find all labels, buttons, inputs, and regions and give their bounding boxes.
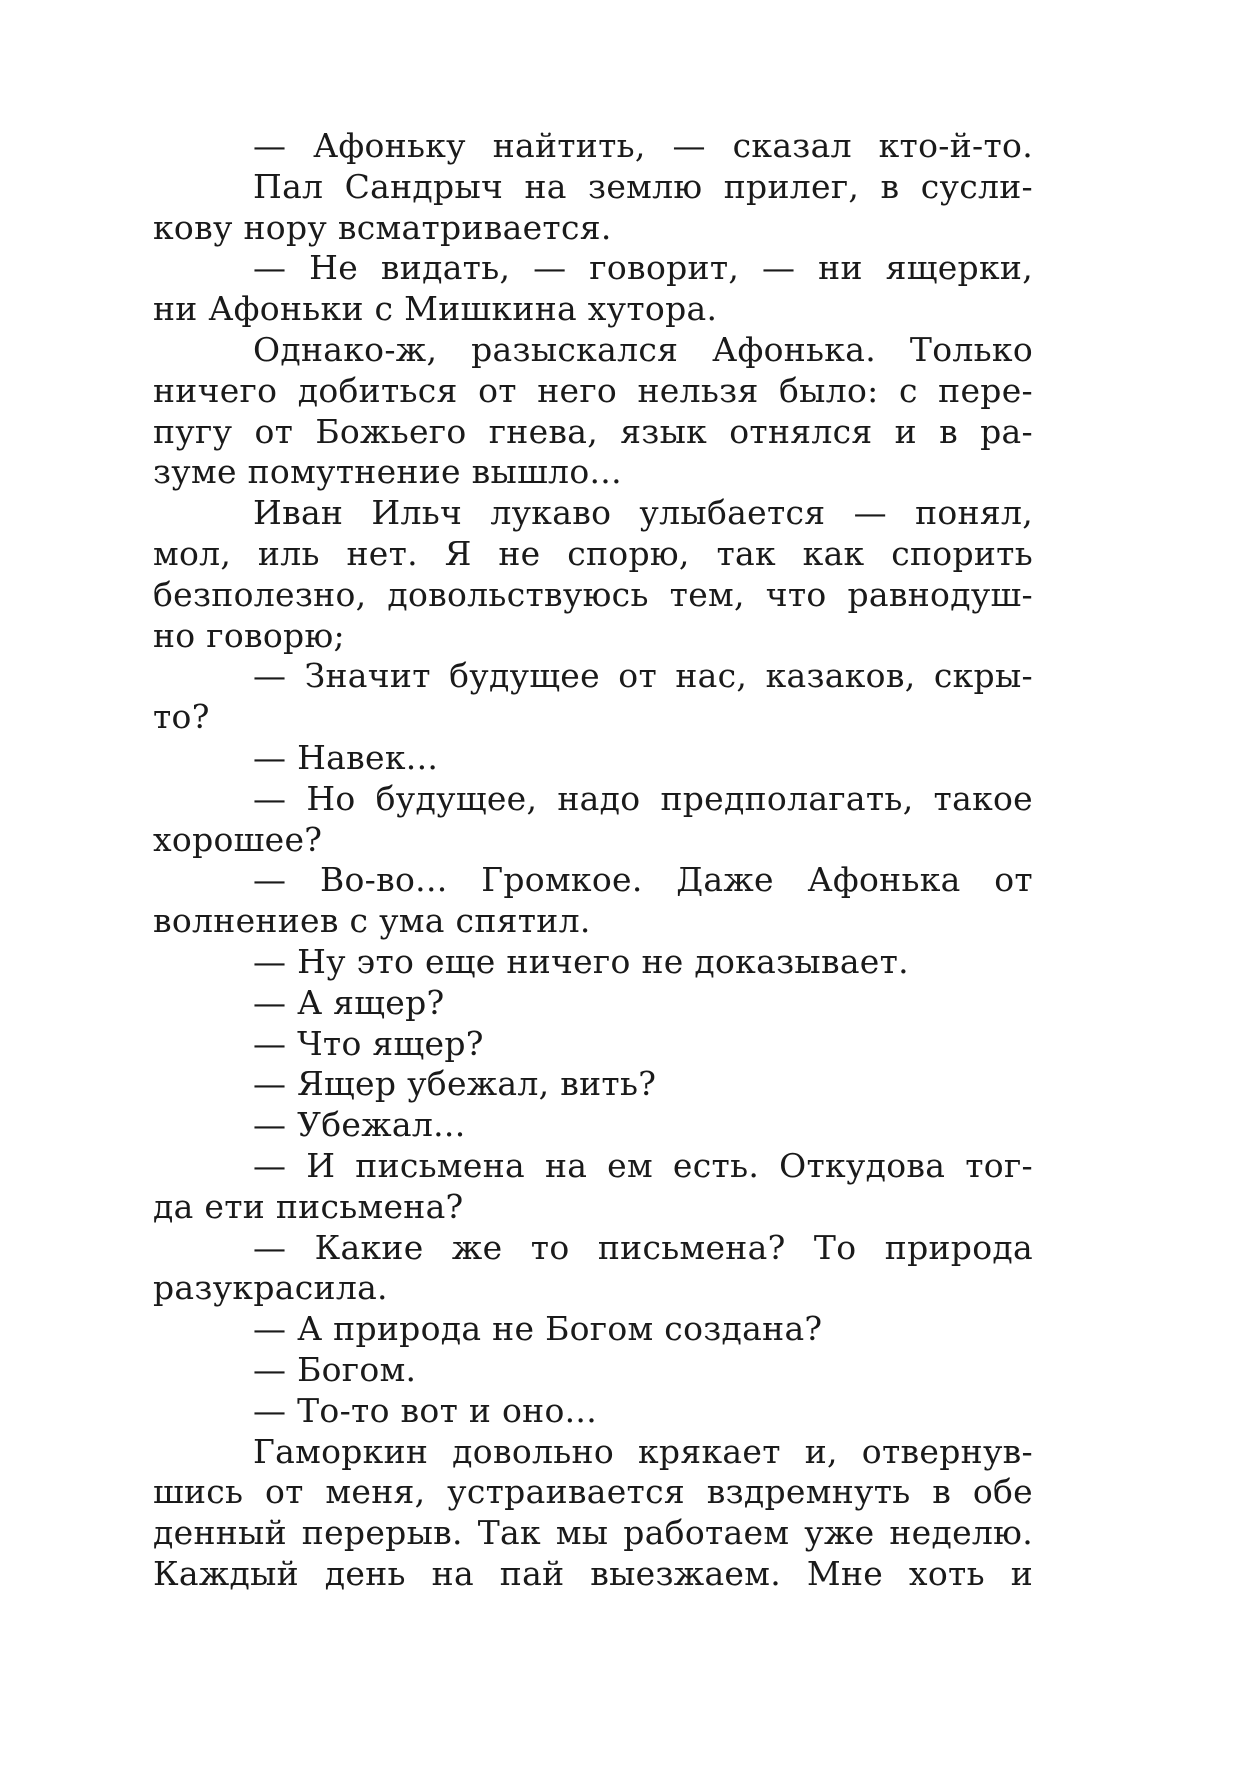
text-line: безполезно, довольствуюсь тем, что равнодуш-: [153, 574, 1033, 614]
text-line: — Убежал...: [253, 1105, 466, 1145]
text-line: — Какие же то письмена? То природа: [253, 1227, 1033, 1267]
text-line: разукрасила.: [153, 1268, 388, 1308]
text-line: — Значит будущее от нас, казаков, скры-: [253, 656, 1033, 696]
text-line: волнениев с ума спятил.: [153, 901, 591, 941]
text-line: Гаморкин довольно крякает и, отвернув-: [253, 1431, 1033, 1471]
text-line: — И письмена на ем есть. Откудова тог-: [253, 1145, 1033, 1185]
page-text: [153, 126, 1033, 1595]
text-line: — А ящер?: [253, 982, 445, 1022]
text-line: шись от меня, устраивается вздремнуть в обе: [153, 1472, 1033, 1512]
text-line: да ети письмена?: [153, 1186, 464, 1226]
text-line: — Богом.: [253, 1349, 417, 1389]
text-line: — Афоньку найтить, — сказал кто-й-то.: [253, 126, 1033, 165]
text-line: то?: [153, 697, 210, 737]
text-line: но говорю;: [153, 615, 345, 655]
text-line: Однако-ж, разыскался Афонька. Только: [253, 329, 1033, 369]
text-line: — Не видать, — говорит, — ни ящерки,: [253, 248, 1033, 288]
text-line: Иван Ильч лукаво улыбается — понял,: [253, 493, 1033, 533]
text-line: денный перерыв. Так мы работаем уже неделю.: [153, 1513, 1033, 1553]
text-line: Пал Сандрыч на землю прилег, в сусли-: [253, 166, 1033, 206]
text-line: — А природа не Богом создана?: [253, 1309, 823, 1349]
text-line: мол, иль нет. Я не спорю, так как спорить: [153, 533, 1033, 573]
text-line: — То-то вот и оно...: [253, 1390, 598, 1430]
text-line: — Навек...: [253, 737, 439, 777]
text-line: — Во-во... Громкое. Даже Афонька от: [253, 860, 1033, 900]
text-line: — Ну это еще ничего не доказывает.: [253, 941, 909, 981]
text-line: — Ящер убежал, вить?: [253, 1064, 657, 1104]
text-line: хорошее?: [153, 819, 323, 859]
text-line: зуме помутнение вышло...: [153, 452, 622, 492]
text-line: — Что ящер?: [253, 1023, 484, 1063]
text-line: Каждый день на пай выезжаем. Мне хоть и: [153, 1553, 1033, 1593]
text-line: пугу от Божьего гнева, язык отнялся и в ра-: [153, 411, 1033, 451]
text-line: ни Афоньки с Мишкина хутора.: [153, 289, 718, 329]
text-line: ничего добиться от него нельзя было: с пере-: [153, 370, 1033, 410]
text-line: кову нору всматривается.: [153, 207, 612, 247]
text-line: — Но будущее, надо предполагать, такое: [253, 778, 1033, 818]
